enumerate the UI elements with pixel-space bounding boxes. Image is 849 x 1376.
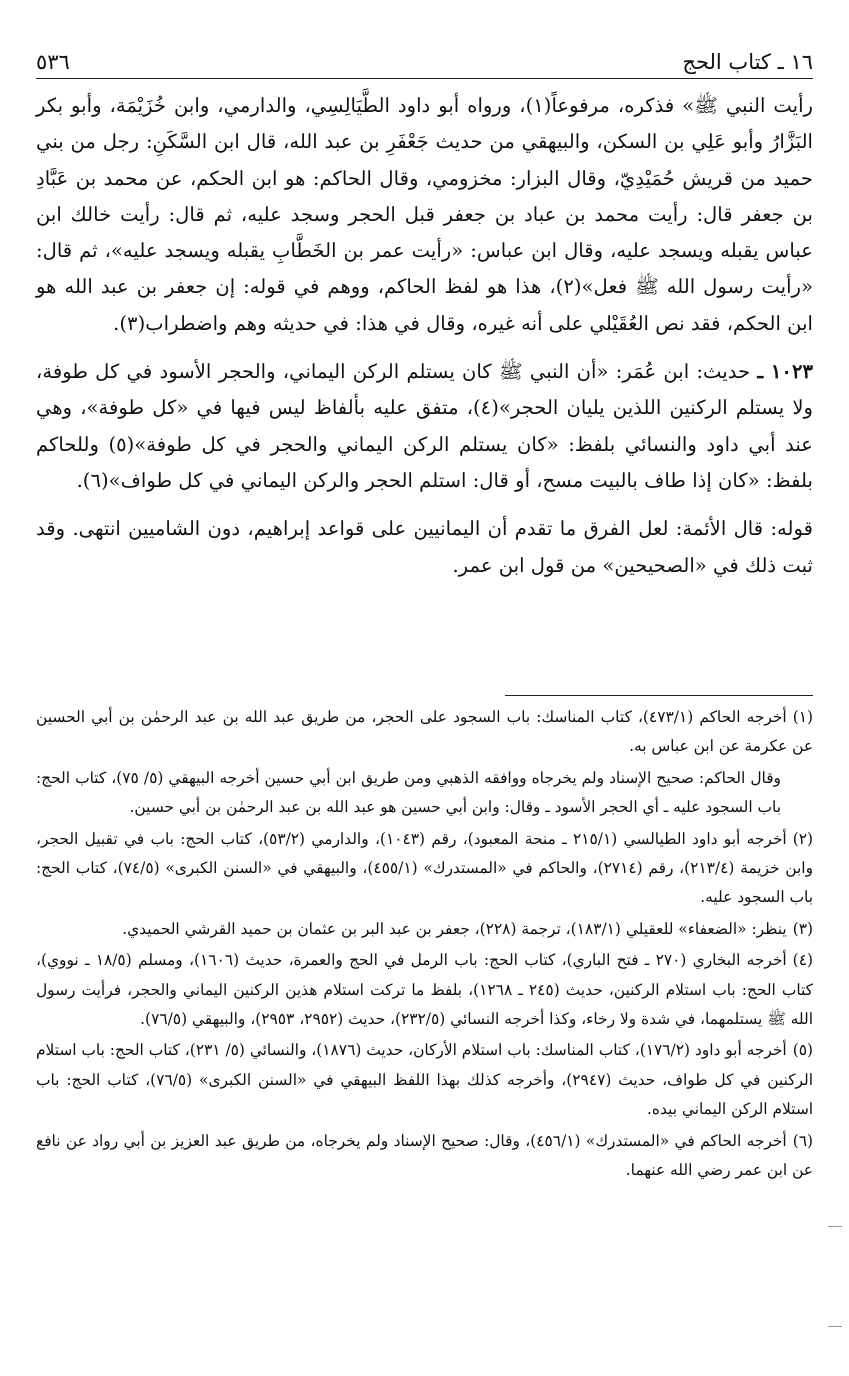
text-line: البَزَّارُ وأبو عَلِي بن السكن، والبيهقي من حديث جَعْفَرِ بن عبد الله، قال ابن السَّكَنِ: رجل من — [70, 130, 813, 154]
text-line: وقد ثبت ذلك في «الصحيحين» من قول ابن عمر. — [36, 517, 813, 577]
text-line: يقبله ويسجد عليه»، ثم قال: «رأيت رسول الله ﷺ فعل»(٢)، هذا هو لفظ الحاكم، ووهم — [36, 239, 813, 299]
footnote-line: أخرجه الحاكم في «المستدرك» (٤٥٦/١)، وقال: صحيح الإسناد ولم يخرجاه، من طريق عبد — [214, 1131, 787, 1150]
footnote-line: ٢٣١)، كتاب الحج: باب استلام الركنين في كل طواف، حديث (٢٩٤٧)، وأخرجه كذلك بهذا — [36, 1041, 813, 1089]
footnote-line: وكذا أخرجه النسائي (٢٣٢/٥)، حديث (٢٩٥٢، ٢٩٥٣)، والبيهقي (٧٦/٥). — [140, 1010, 577, 1029]
hadith-paragraph — [36, 354, 813, 499]
footnote-separator — [505, 695, 813, 696]
footnote-line: الرحمٰن بن أبي الحسين عن عكرمة عن ابن عباس به. — [36, 708, 813, 756]
footnote-continuation — [36, 764, 813, 823]
footnote-line: ومسلم (١٨/٥ ـ نووي)، كتاب الحج: باب استلام الركنين، حديث (٢٤٥ ـ ١٢٦٨)، بلفظ ما — [36, 951, 814, 999]
footnote-number: (١) — [792, 708, 814, 726]
text-line: طوفة»، وهي عند أبي داود والنسائي بلفظ: «كان يستلم الركن اليماني والحجر في كل — [36, 396, 814, 456]
footnote-line: ٧٥)، كتاب الحج: باب السجود عليه ـ أي الحجر الأسود ـ وقال: وابن أبي حسين هو — [36, 768, 781, 817]
footnote-line: العزيز بن أبي رواد عن نافع عن ابن عمر رضي الله عنهما. — [36, 1131, 813, 1180]
text-line: رأيت النبي ﷺ» فذكره، مرفوعاً(١)، ورواه أبو داود الطَّيَالِسِي، والدارمي، وابن خُزَيْمَة، وأبو بكر — [36, 94, 813, 117]
footnote-number: (٦) — [792, 1131, 813, 1150]
footnote-number: (٣) — [792, 919, 813, 938]
footnote-line: أخرجه الحاكم (٤٧٣/١)، كتاب المناسك: باب السجود على الحجر، من طريق عبد الله بن عبد — [194, 708, 787, 726]
footnote-line: أخرجه أبو داود (١٧٦/٢)، كتاب المناسك: باب استلام الأركان، حديث (١٨٧٦)، والنسائي (٥/ — [225, 1041, 787, 1060]
text-line: في قوله: إن جعفر بن عبد الله هو ابن الحكم، فقد نص العُقَيْلي على أنه غيره، وقال في — [36, 275, 813, 335]
text-line: هذا: في حديثه وهم واضطراب(٣). — [113, 311, 388, 335]
footnotes — [36, 703, 813, 1188]
footnote-line: والبيهقي في «السنن الكبرى» (٧٤/٥)، كتاب الحج: باب السجود عليه. — [36, 859, 813, 907]
margin-mark — [828, 1326, 842, 1327]
text-line: طوفة»(٥) وللحاكم بلفظ: «كان إذا طاف بالبيت مسح، أو قال: استلم الحجر والركن — [36, 432, 813, 492]
text-line: حديث: ابن عُمَر: «أن النبي ﷺ كان يستلم الركن اليماني، والحجر الأسود في — [126, 360, 758, 384]
footnote-line: عبد الله بن عبد الرحمٰن بن أبي حسين. — [129, 798, 376, 817]
footnote-line: وقال الحاكم: صحيح الإسناد ولم يخرجاه ووافقه الذهبي ومن طريق ابن أبي حسين أخرجه البيهقي (٥/ — [143, 768, 781, 787]
footnote — [36, 703, 813, 762]
footnote-line: أخرجه أبو داود الطيالسي (٢١٥/١ ـ منحة المعبود)، رقم (١٠٤٣)، والدارمي (٥٣/٢)، كتاب الحج: — [180, 829, 787, 848]
footnote-line: اللفظ البيهقي في «السنن الكبرى» (٧٦/٥)، كتاب الحج: باب استلام الركن اليماني بيده. — [36, 1070, 813, 1119]
footnote — [36, 1036, 813, 1124]
text-line: قال: رأيت خالك ابن عباس يقبله ويسجد عليه، وقال ابن عباس: «رأيت عمر بن الخَطَّابِ — [36, 202, 813, 263]
footnote — [36, 1127, 813, 1186]
footnote-line: تركت استلام هذين الركنين اليماني والحجر، فرأيت رسول الله ﷺ يستلمهما، في شدة ولا رخاء، — [36, 980, 813, 1029]
text-line: كل طوفة، ولا يستلم الركنين اللذين يليان الحجر»(٤)، متفق عليه بألفاظ ليس فيها في «كل — [36, 360, 813, 420]
footnote-line: ينظر: «الضعفاء» للعقيلي (١٨٣/١)، ترجمة (٢٢٨)، جعفر بن عبد البر بن عثمان بن حميد القرشي — [184, 919, 787, 938]
section-title: ١٦ ـ كتاب الحج — [682, 50, 813, 74]
page-number: ٥٣٦ — [36, 50, 70, 74]
footnote-line: أخرجه البخاري (٢٧٠ ـ فتح الباري)، كتاب الحج: باب الرمل في الحج والعمرة، حديث (١٦٠٦)، — [189, 951, 787, 970]
footnote-number: (٢) — [792, 829, 813, 848]
main-text — [36, 88, 813, 584]
text-line: محمد بن عَبَّادِ بن جعفر قال: رأيت محمد بن عباد بن جعفر قبل الحجر وسجد عليه، ثم — [36, 166, 813, 226]
footnote-line: الحميدي. — [122, 919, 180, 938]
margin-mark — [828, 1226, 842, 1227]
footnote — [36, 946, 813, 1034]
hadith-number: ١٠٢٣ ـ — [757, 360, 813, 384]
footnote-line: باب في تقبيل الحجر، وابن خزيمة (٢١٣/٤)، رقم (٢٧١٤)، والحاكم في «المستدرك» (٤٥٥/١)، — [36, 829, 813, 878]
page-header — [36, 38, 813, 74]
paragraph — [36, 511, 813, 584]
footnote — [36, 915, 813, 944]
paragraph — [36, 88, 813, 342]
text-line: قوله: قال الأئمة: لعل الفرق ما تقدم أن اليمانيين على قواعد إبراهيم، دون الشاميين انتهى. — [72, 517, 814, 541]
footnote-number: (٥) — [792, 1041, 813, 1060]
footnote — [36, 825, 813, 913]
header-rule — [36, 78, 813, 79]
text-line: بني حميد من قريش حُمَيْدِيّ، وقال البزار: مخزومي، وقال الحاكم: هو ابن الحكم، عن — [36, 130, 813, 190]
footnote-number: (٤) — [792, 951, 813, 970]
text-line: اليماني في كل طواف»(٦). — [76, 468, 298, 492]
